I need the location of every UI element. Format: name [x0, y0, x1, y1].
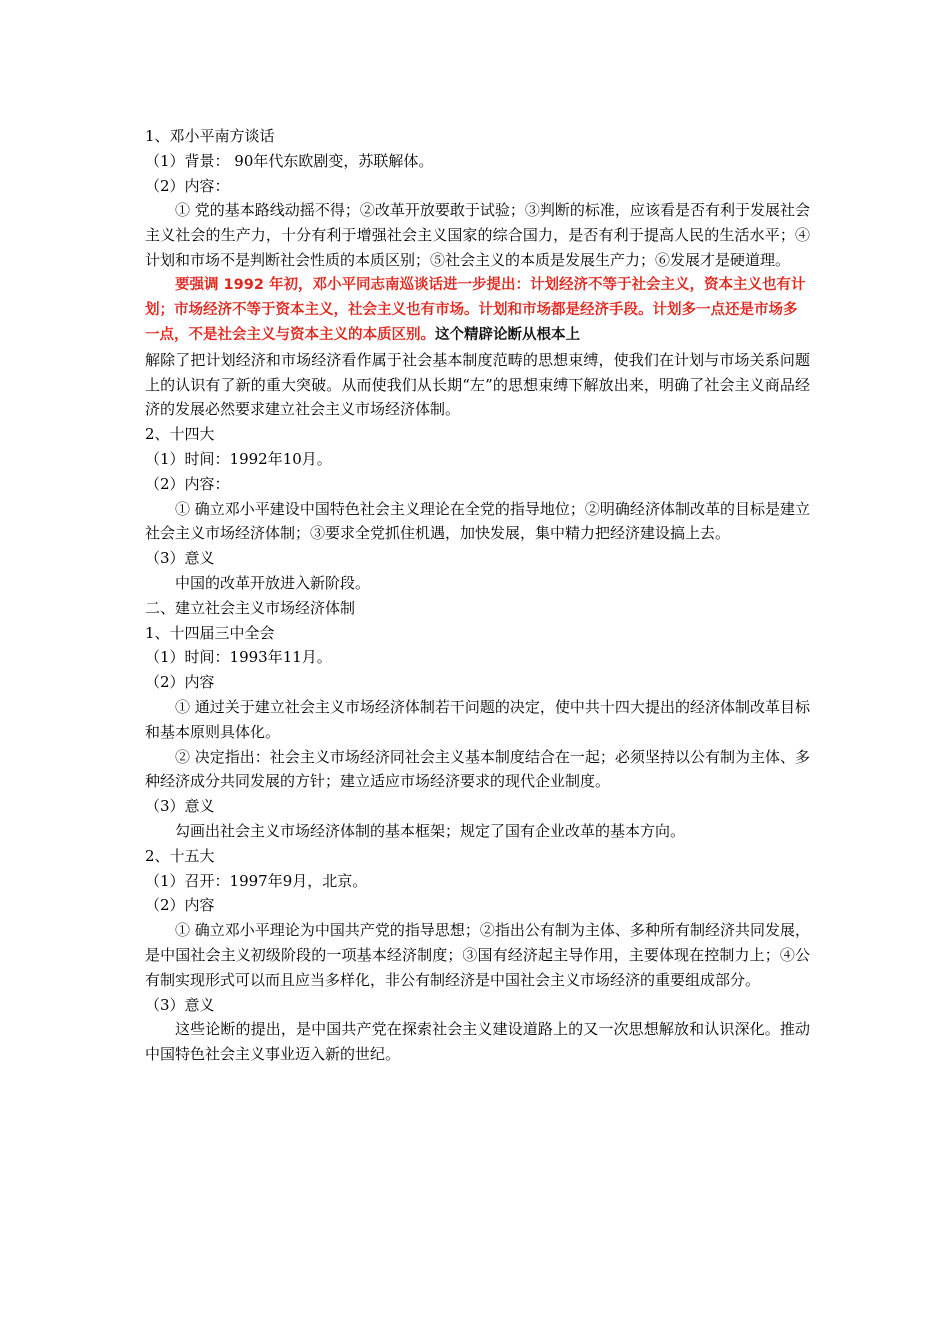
significance-label: （3）意义: [145, 797, 215, 816]
highlight-paragraph: [145, 273, 810, 348]
content-paragraph: ② 决定指出：社会主义市场经济同社会主义基本制度结合在一起；必须坚持以公有制为主体、多种经济成分共同发展的方针；建立适应市场经济要求的现代企业制度。: [145, 747, 810, 791]
significance-text: 这些论断的提出，是中国共产党在探索社会主义建设道路上的又一次思想解放和认识深化。推动中国特色社会主义事业迈入新的世纪。: [145, 1020, 810, 1064]
section-title: 1、十四届三中全会: [145, 623, 275, 642]
background-line: （1）背景： 90年代东欧剧变，苏联解体。: [145, 151, 434, 170]
continuation-paragraph: 解除了把计划经济和市场经济看作属于社会基本制度范畴的思想束缚，使我们在计划与市场关系问题上的认识有了新的重大突破。从而使我们从长期“左”的思想束缚下解放出来，明确了社会主义商品经济的发展必然要求建立社会主义市场经济体制。: [145, 350, 810, 419]
time-line: （1）召开：1997年9月，北京。: [145, 871, 368, 890]
content-label: （2）内容：: [145, 176, 230, 195]
section-title: 2、十四大: [145, 425, 215, 444]
document-page: [145, 124, 810, 1067]
highlight-black-text: 这个精辟论断从根本上: [435, 326, 580, 343]
significance-text: 勾画出社会主义市场经济体制的基本框架；规定了国有企业改革的基本方向。: [175, 821, 686, 840]
content-paragraph: ① 通过关于建立社会主义市场经济体制若干问题的决定，使中共十四大提出的经济体制改革目标和基本原则具体化。: [145, 697, 810, 741]
significance-text: 中国的改革开放进入新阶段。: [175, 573, 371, 592]
time-line: （1）时间：1993年11月。: [145, 648, 332, 667]
content-paragraph: ① 确立邓小平建设中国特色社会主义理论在全党的指导地位；②明确经济体制改革的目标是建立社会主义市场经济体制；③要求全党抓住机遇，加快发展，集中精力把经济建设搞上去。: [145, 499, 810, 543]
time-line: （1）时间：1992年10月。: [145, 449, 332, 468]
content-paragraph: ① 党的基本路线动摇不得；②改革开放要敢于试验；③判断的标准，应该看是否有利于发展社会主义社会的生产力，十分有利于增强社会主义国家的综合国力，是否有利于提高人民的生活水平；④计划和市场不是判断社会性质的本质区别；⑤社会主义的本质是发展生产力；⑥发展才是硬道理。: [145, 201, 810, 269]
content-paragraph: ① 确立邓小平理论为中国共产党的指导思想；②指出公有制为主体、多种所有制经济共同发展，是中国社会主义初级阶段的一项基本经济制度；③国有经济起主导作用，主要体现在控制力上；④公有制实现形式可以而且应当多样化，非公有制经济是中国社会主义市场经济的重要组成部分。: [145, 921, 810, 989]
part-title: 二、建立社会主义市场经济体制: [145, 598, 356, 617]
section-title: 1、邓小平南方谈话: [145, 127, 275, 145]
significance-label: （3）意义: [145, 549, 215, 568]
content-label: （2）内容：: [145, 474, 230, 493]
content-label: （2）内容: [145, 896, 215, 915]
significance-label: （3）意义: [145, 995, 215, 1014]
highlight-red-text: 要强调 1992 年初，邓小平同志南巡谈话进一步提出：计划经济不等于社会主义，资本主义也有计划；市场经济不等于资本主义，社会主义也有市场。计划和市场都是经济手段。计划多一点还是市场多一点，不是社会主义与资本主义的本质区别。: [145, 276, 806, 343]
section-title: 2、十五大: [145, 846, 215, 865]
content-label: （2）内容: [145, 673, 215, 692]
